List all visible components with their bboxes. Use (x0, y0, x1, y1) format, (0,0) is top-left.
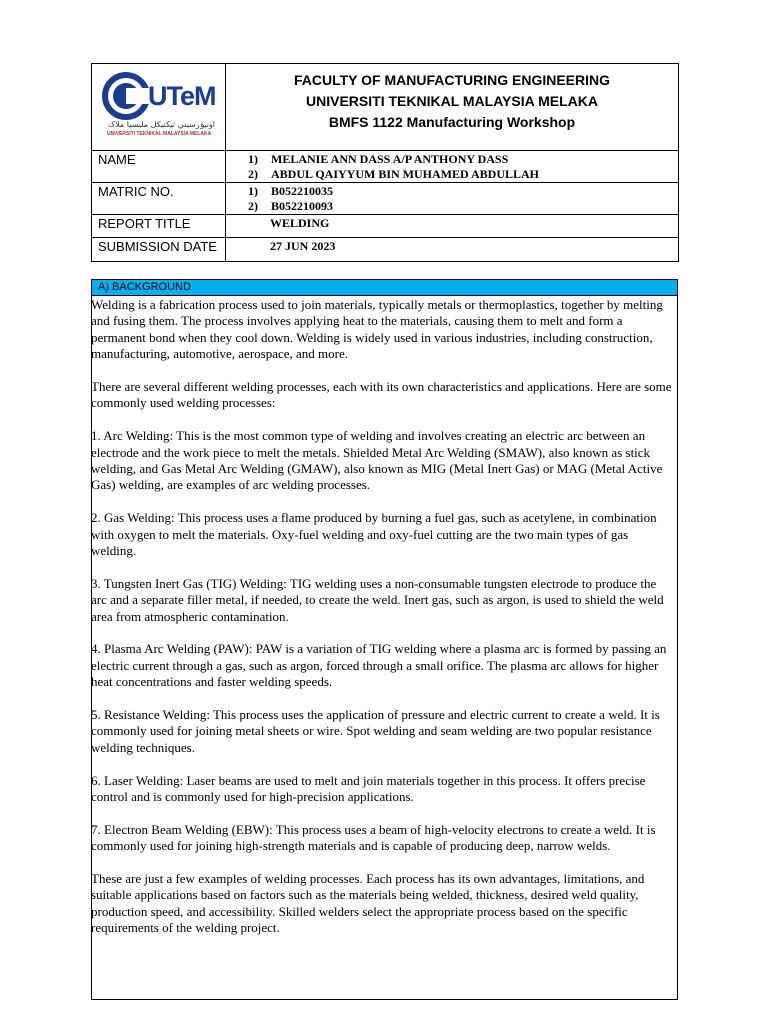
logo-caption: UNIVERSITI TEKNIKAL MALAYSIA MELAKA (107, 131, 212, 137)
report-title-value: WELDING (270, 216, 330, 230)
matric-row (248, 184, 678, 199)
background-heading: A) BACKGROUND (92, 280, 677, 296)
list-number: 2) (248, 199, 258, 213)
name-values (226, 151, 679, 183)
matric-values (226, 183, 679, 215)
title-block (226, 64, 679, 151)
paragraph: 6. Laser Welding: Laser beams are used to melt and join materials together in this process. It offers precise control and is commonly used for high-precision applications. (91, 772, 646, 805)
background-section (91, 279, 678, 1000)
matric-number: B052210093 (271, 199, 334, 213)
paragraph: 2. Gas Welding: This process uses a flame produced by burning a fuel gas, such as acetylene, in combination with oxygen to melt the materials. Oxy-fuel welding and oxy-fuel cutting are the two main types of gas welding. (91, 510, 657, 559)
university-title: UNIVERSITI TEKNIKAL MALAYSIA MELAKA (306, 93, 598, 109)
paragraph: 7. Electron Beam Welding (EBW): This process uses a beam of high-velocity electrons to create a weld. It is commonly used for joining high-strength materials and is capable of producing deep, narrow welds. (91, 821, 656, 854)
report-title-cell (226, 215, 679, 238)
submission-date-cell (226, 238, 679, 262)
matric-label: MATRIC NO. (92, 183, 226, 215)
name-row (248, 167, 678, 182)
paragraph: 5. Resistance Welding: This process uses the application of pressure and electric current to create a weld. It is commonly used for joining metal sheets or wire. Spot welding and seam welding are two popular resistance welding techniques. (91, 707, 660, 755)
paragraph: 1. Arc Welding: This is the most common type of welding and involves creating an electric arc between an electrode and the work piece to melt the metals. Shielded Metal Arc Welding (SMAW), also known as stick welding, and Gas Metal Arc Welding (GMAW), also known as MIG (Metal Inert Gas) or MAG (Metal Active Gas) welding, are examples of arc welding processes. (91, 428, 663, 493)
logo-jawi-text: اونيۏرسيتي تيكنيکل مليسيا ملاک (108, 120, 216, 129)
paragraph: 3. Tungsten Inert Gas (TIG) Welding: TIG welding uses a non-consumable tungsten electrode to produce the arc and a separate filler metal, if needed, to create the weld. Inert gas, such as argon, is used to shield the weld area from atmospheric contamination. (91, 575, 664, 624)
report-title-label: REPORT TITLE (92, 215, 226, 238)
course-title: BMFS 1122 Manufacturing Workshop (328, 114, 576, 130)
list-number: 2) (248, 167, 258, 181)
name-row (248, 152, 678, 167)
utem-emblem-icon (102, 72, 152, 120)
matric-number: B052210035 (271, 184, 334, 198)
list-number: 1) (248, 152, 258, 166)
report-cover-table (91, 63, 679, 262)
background-body (91, 296, 677, 937)
logo-cell (92, 64, 226, 151)
student-name: MELANIE ANN DASS A/P ANTHONY DASS (271, 152, 509, 166)
name-label: NAME (92, 151, 226, 183)
list-number: 1) (248, 184, 258, 198)
submission-date-value: 27 JUN 2023 (270, 239, 336, 253)
student-name: ABDUL QAIYYUM BIN MUHAMED ABDULLAH (271, 167, 540, 181)
logo-wordmark: UTeM (148, 81, 216, 111)
utem-logo (102, 72, 217, 144)
faculty-title: FACULTY OF MANUFACTURING ENGINEERING (293, 72, 611, 88)
paragraph: Welding is a fabrication process used to join materials, typically metals or thermoplastics, together by melting and fusing them. The process involves applying heat to the materials, causing them to melt and form a permanent bond when they cool down. Welding is widely used in various industries, including construction, manufacturing, automotive, aerospace, and more. (91, 297, 663, 362)
paragraph: There are several different welding processes, each with its own characteristics and applications. Here are some commonly used welding processes: (91, 379, 672, 411)
submission-date-label: SUBMISSION DATE (92, 238, 226, 262)
matric-row (248, 199, 678, 214)
paragraph: 4. Plasma Arc Welding (PAW): PAW is a variation of TIG welding where a plasma arc is formed by passing an electric current through a gas, such as argon, forced through a small orifice. The plasma arc allows for higher heat concentrations and faster welding speeds. (91, 641, 667, 690)
paragraph: These are just a few examples of welding processes. Each process has its own advantages, limitations, and suitable applications based on factors such as the materials being welded, thickness, desired weld quality, production speed, and accessibility. Skilled welders select the appropriate process based on the specific requirements of the welding project. (91, 871, 645, 936)
